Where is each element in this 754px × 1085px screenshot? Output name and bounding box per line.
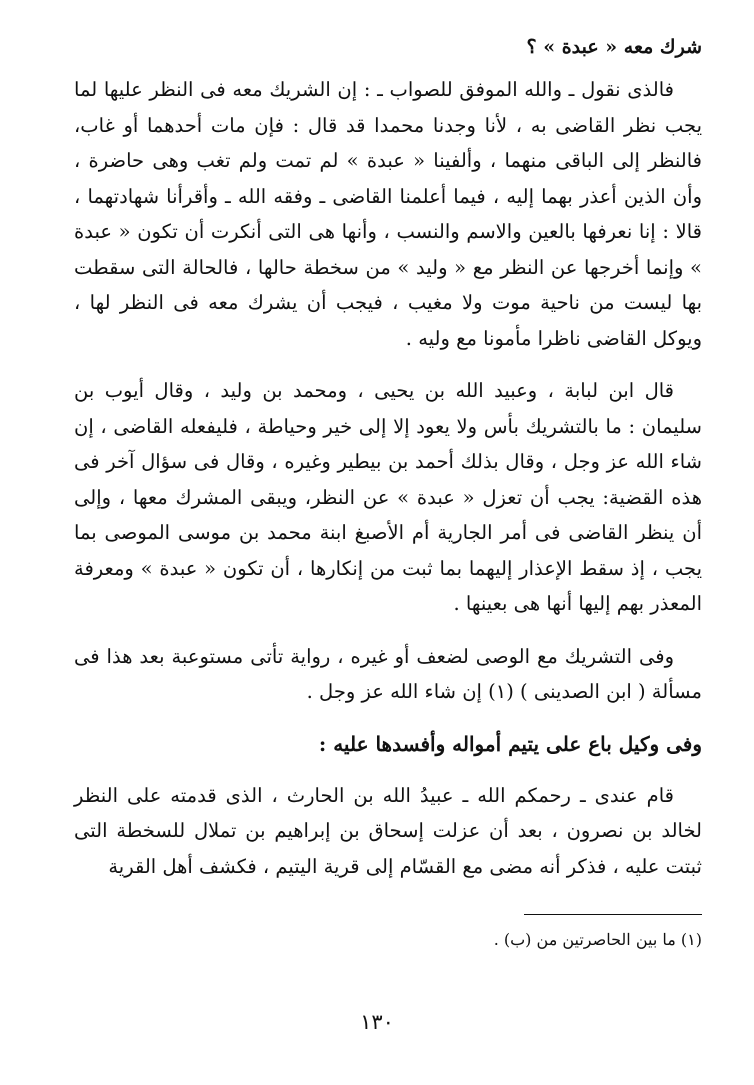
paragraph-1: فالذى نقول ـ والله الموفق للصواب ـ : إن الشريك معه فى النظر عليها لما يجب نظر القاضى به ، لأنا وجدنا محمدا قد قال : فإن مات أحدهما أو غاب، فالنظر إلى الباقى منهما ، وألفينا « عبدة » لم تمت ولم تغب وهى حاضرة ، وأن الذين أعذر بهما إليه ، فيما أعلمنا القاضى ـ وفقه الله ـ وأقرأنا شهادتهما ، قالا : إنا نعرفها بالعين والاسم والنسب ، وأنها هى التى أنكرت أن تكون « عبدة » وإنما أخرجها عن النظر مع « وليد » من سخطة حالها ، فالحالة التى سقطت بها ليست من ناحية موت ولا مغيب ، فيجب أن يشرك معه فى النظر لها ، ويوكل القاضى ناظرا مأمونا مع وليه . (74, 78, 702, 350)
section-paragraph: قام عندى ـ رحمكم الله ـ عبيدُ الله بن الحارث ، الذى قدمته على النظر لخالد بن نصرون ، بعد أن عزلت إسحاق بن إبراهيم بن تملال للسخطة التى ثبتت عليه ، فذكر أنه مضى مع القسّام إلى قرية اليتيم ، فكشف أهل القرية (74, 783, 702, 878)
footnote: (١) ما بين الحاصرتين من (ب) . (493, 930, 702, 949)
running-header: شرك معه « عبدة » ؟ (526, 36, 702, 58)
page-number: ١٣٠ (360, 1010, 394, 1034)
paragraph-3: وفى التشريك مع الوصى لضعف أو غيره ، رواية تأتى مستوعبة بعد هذا فى مسألة ( ابن الصدينى ) (١) إن شاء الله عز وجل . (74, 644, 702, 703)
footnote-divider (524, 914, 702, 915)
paragraph-2: قال ابن لبابة ، وعبيد الله بن يحيى ، ومحمد بن وليد ، وقال أيوب بن سليمان : ما بالتشريك بأس ولا يعود إلا إلى خير وحياطة ، فليفعله القاضى ، إن شاء الله عز وجل ، وقال بذلك أحمد بن بيطير وغيره ، وقال فى سؤال آخر فى هذه القضية: يجب أن تعزل « عبدة » عن النظر، ويبقى المشرك معها ، وإلى أن ينظر القاضى فى أمر الجارية أم الأصبغ ابنة محمد بن موسى الموصى بما يجب ، إذ سقط الإعذار إليهما بما ثبت من إنكارها ، أن تكون « عبدة » ومعرفة المعذر بهم إليها أنها هى بعينها . (74, 379, 702, 615)
main-text-block (74, 72, 702, 901)
section-heading: وفى وكيل باع على يتيم أمواله وأفسدها عليه : (318, 731, 702, 756)
